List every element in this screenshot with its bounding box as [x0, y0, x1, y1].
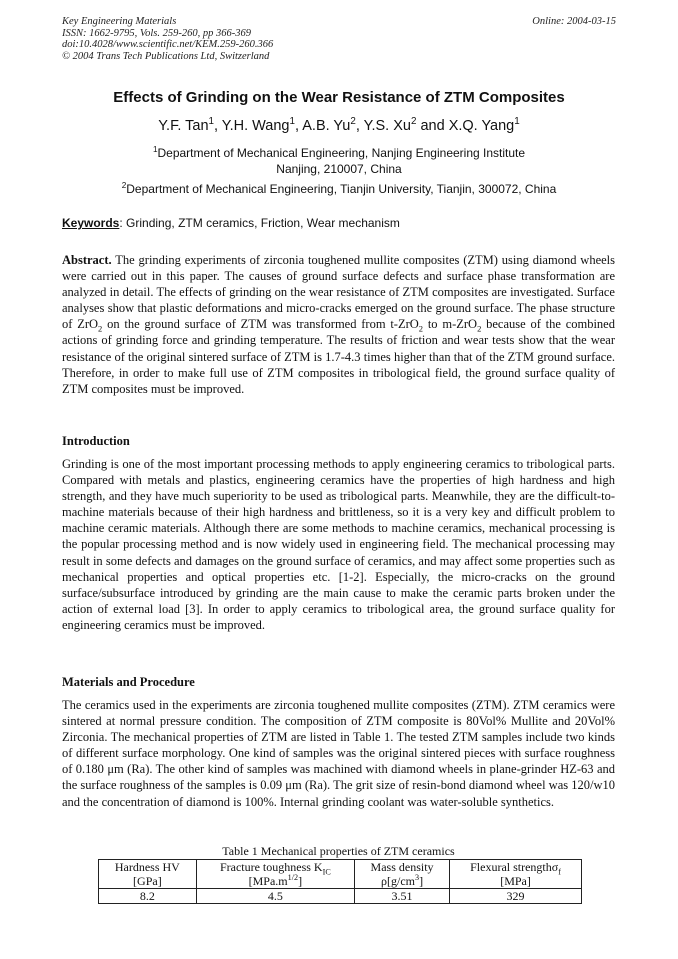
online-date: Online: 2004-03-15 — [532, 16, 616, 27]
journal-header — [62, 16, 616, 62]
table-row — [99, 889, 582, 904]
author-affiliation-mark: 2 — [410, 116, 417, 128]
affiliation-city: Nanjing, 210007, China — [276, 162, 402, 176]
section-heading-introduction: Introduction — [62, 434, 130, 448]
keywords-text: Grinding, ZTM ceramics, Friction, Wear mechanism — [126, 216, 400, 230]
table-cell: 8.2 — [99, 889, 197, 904]
journal-name: Key Engineering Materials — [62, 16, 177, 27]
author-affiliation-mark: 1 — [289, 116, 295, 128]
doi-line: doi:10.4028/www.scientific.net/KEM.259-260.366 — [62, 39, 274, 50]
table-header-cell: Hardness HV [GPa] — [99, 860, 197, 889]
author: Y.H. Wang — [221, 118, 290, 134]
affiliation-number: 1 — [152, 145, 158, 154]
introduction-paragraph: Grinding is one of the most important processing methods to apply engineering ceramics to tribological parts. Compared with metals and plastics, engineering ceramics have the properties of high hardness and high strength, and they have much superiority to be used as tribological parts. Meanwhile, they are the difficult-to-machine materials because of their high hardness and brittleness, so it is a very key and difficult problem to machine ceramic materials. Although there are some methods to machine ceramics, mechanical processing is the popular processing method and is now widely used in engineering field. The mechanical processing may result in some defects and damages on the ground surface of ceramics, and may affect some properties such as mechanical properties and optical properties etc. [1-2]. Especially, the micro-cracks on the ground surface/subsurface introduced by grinding are the main cause to make the ceramic parts broken under the action of external load [3]. In order to apply ceramics to tribological area, the ground surface quality for engineering ceramics must be improved. — [62, 457, 615, 632]
table-cell: 4.5 — [196, 889, 354, 904]
affiliation-text: Department of Mechanical Engineering, Tianjin University, Tianjin, 300072, China — [126, 182, 557, 196]
author-affiliation-mark: 2 — [350, 116, 356, 128]
author: Y.F. Tan — [158, 118, 209, 134]
abstract: Abstract. The grinding experiments of zirconia toughened mullite composites (ZTM) using diamond wheels were carried out in this paper. The causes of ground surface defects and surface phase transformation are analyzed in detail. The effects of grinding on the wear resistance of ZTM composites are investigated. Surface analyses show that plastic deformations and micro-cracks emerged on the ground surface. The phase structure of ZrO$_2$ on the ground surface of ZTM was transformed from t-ZrO$_2$ to m-ZrO$_2$ because of the combined actions of grinding force and grinding temperature. The results of friction and wear tests show that the wear resistance of the original sintered surface of ZTM is 1.7-4.3 times higher than that of the ZTM ground surface. Therefore, in order to make full use of ZTM composites in tribological field, the ground surface quality of ZTM composites must be improved. — [62, 253, 616, 396]
issn-line: ISSN: 1662-9795, Vols. 259-260, pp 366-369 — [62, 27, 251, 39]
keywords-label: Keywords — [62, 216, 120, 230]
affiliation-1 — [62, 145, 616, 177]
abstract-label: Abstract. — [62, 253, 112, 267]
mechanical-properties-table — [98, 859, 582, 904]
author: A.B. Yu — [302, 118, 351, 134]
section-heading-materials: Materials and Procedure — [62, 675, 195, 689]
affiliation-text: Department of Mechanical Engineering, Nanjing Engineering Institute — [157, 146, 526, 160]
affiliation-2 — [62, 181, 616, 197]
materials-paragraph: The ceramics used in the experiments are zirconia toughened mullite composites (ZTM). ZTM ceramics were sintered at normal pressure condition. The composition of ZTM composite is 80Vol% Mullite and 20Vol% Zirconia. The mechanical properties of ZTM are listed in Table 1. The tested ZTM samples include two kinds of different surface morphology. One kind of samples was the original sintered pieces with surface roughness of 0.180 μm (Ra). The other kind of samples was machined with diamond wheels in plane-grinder HZ-63 and the surface roughness of the samples is 0.09 μm (Ra). The grit size of resin-bond diamond wheel was 120/w10 and the concentration of diamond is 100%. Internal grinding coolant was water-soluble synthetics. — [62, 698, 615, 809]
table-header-cell: Mass density $\rho[g/cm^3]$ — [354, 860, 449, 889]
table-header-cell: Fracture toughness $K_{IC}$ $[MPa.m^{1/2}]$ — [196, 860, 354, 889]
author-affiliation-mark: 1 — [208, 116, 214, 128]
table-cell: 329 — [450, 889, 582, 904]
keywords: Keywords: Grinding, ZTM ceramics, Friction, Wear mechanism — [62, 216, 400, 230]
table-caption: Table 1 Mechanical properties of ZTM ceramics — [222, 844, 455, 858]
table-header-cell: Flexural strengthσ$_f$ [MPa] — [450, 860, 582, 889]
copyright-line: © 2004 Trans Tech Publications Ltd, Switzerland — [62, 50, 270, 62]
author-list: Y.F. Tan$^1$, Y.H. Wang$^1$, A.B. Yu$^2$, Y.S. Xu$^2$ and X.Q. Yang$^1$ — [158, 116, 520, 134]
paper-title: Effects of Grinding on the Wear Resistance of ZTM Composites — [113, 89, 565, 106]
author: Y.S. Xu — [363, 118, 411, 134]
table-header-row — [99, 860, 582, 889]
author: X.Q. Yang — [448, 118, 515, 134]
author-conjunction: and — [420, 118, 445, 134]
table-cell: 3.51 — [354, 889, 449, 904]
affiliation-number: 2 — [121, 181, 127, 190]
author-affiliation-mark: 1 — [514, 116, 520, 128]
